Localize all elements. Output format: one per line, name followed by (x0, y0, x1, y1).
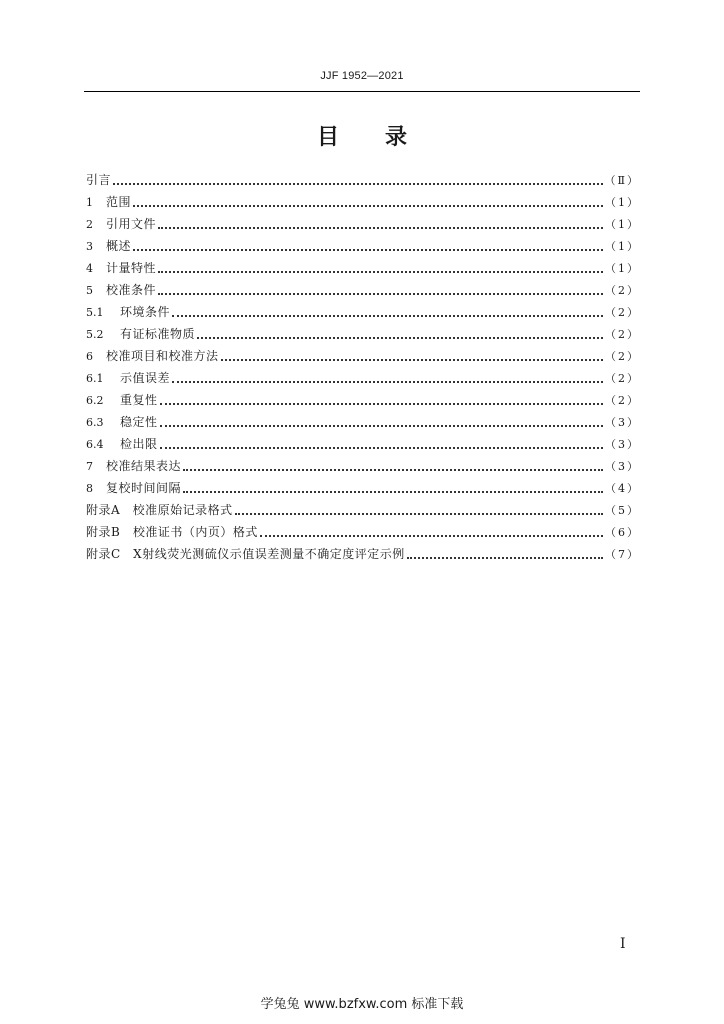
toc-entry-page: （2） (605, 284, 640, 297)
toc-entry-number: 6.1 (86, 372, 104, 385)
toc-dot-leader (260, 534, 603, 537)
toc-entry[interactable] (86, 543, 640, 565)
toc-entry[interactable] (86, 455, 640, 477)
toc-entry-number: 5 (86, 284, 93, 297)
toc-dot-leader (133, 248, 603, 251)
toc-entry[interactable] (86, 169, 640, 191)
toc-dot-leader (113, 182, 603, 185)
toc-entry-page: （2） (605, 306, 640, 319)
toc-entry-number: 6.2 (86, 394, 104, 407)
toc-entry-page: （1） (605, 196, 640, 209)
toc-dot-leader (158, 226, 603, 229)
page-title (84, 120, 640, 151)
toc-entry-number: 2 (86, 218, 93, 231)
toc-entry[interactable] (86, 235, 640, 257)
toc-entry[interactable] (86, 433, 640, 455)
toc-entry-label: 校准结果表达 (106, 459, 182, 473)
toc-entry[interactable] (86, 301, 640, 323)
toc-entry[interactable] (86, 279, 640, 301)
toc-entry-label: 稳定性 (120, 415, 158, 429)
toc-entry-number: 6.4 (86, 438, 104, 451)
toc-entry-label: 计量特性 (106, 261, 157, 275)
toc-dot-leader (158, 270, 603, 273)
toc-entry-label: 概述 (106, 239, 132, 253)
footer-watermark: 学兔兔 www.bzfxw.com 标准下载 (260, 997, 464, 1012)
page-number: I (620, 936, 626, 952)
toc-entry-number: 6.3 (86, 416, 104, 429)
toc-entry-page: （1） (605, 240, 640, 253)
toc-dot-leader (197, 336, 603, 339)
toc-entry-number: 7 (86, 460, 93, 473)
toc-entry[interactable] (86, 499, 640, 521)
toc-entry-label: 范围 (106, 195, 132, 209)
toc-dot-leader (133, 204, 603, 207)
toc-entry[interactable] (86, 477, 640, 499)
toc-entry-page: （2） (605, 328, 640, 341)
table-of-contents (86, 169, 640, 565)
toc-entry-number: 3 (86, 240, 93, 253)
toc-dot-leader (158, 292, 603, 295)
toc-entry-label: 示值误差 (120, 371, 171, 385)
toc-entry-label: 复校时间间隔 (106, 481, 182, 495)
toc-entry-label: 重复性 (120, 393, 158, 407)
toc-entry-label: 引用文件 (106, 217, 157, 231)
toc-entry-label: 环境条件 (120, 305, 171, 319)
toc-entry[interactable] (86, 521, 640, 543)
toc-entry-page: （1） (605, 218, 640, 231)
toc-entry-page: （6） (605, 526, 640, 539)
toc-entry-number: 8 (86, 482, 93, 495)
document-code-header: JJF 1952—2021 (320, 70, 404, 82)
toc-entry[interactable] (86, 213, 640, 235)
toc-entry-page: （3） (605, 460, 640, 473)
toc-entry-label: 校准条件 (106, 283, 157, 297)
toc-dot-leader (183, 490, 603, 493)
toc-entry-label: 附录B 校准证书（内页）格式 (86, 525, 258, 539)
toc-entry[interactable] (86, 257, 640, 279)
toc-entry[interactable] (86, 367, 640, 389)
toc-dot-leader (160, 446, 603, 449)
toc-entry-label: 校准项目和校准方法 (106, 349, 219, 363)
toc-entry[interactable] (86, 323, 640, 345)
toc-entry-page: （2） (605, 372, 640, 385)
toc-entry[interactable] (86, 191, 640, 213)
toc-entry-label: 附录A 校准原始记录格式 (86, 503, 233, 517)
toc-entry-number: 4 (86, 262, 93, 275)
toc-dot-leader (183, 468, 603, 471)
toc-dot-leader (221, 358, 603, 361)
toc-dot-leader (160, 402, 603, 405)
toc-entry-number: 5.1 (86, 306, 104, 319)
toc-dot-leader (407, 556, 603, 559)
toc-entry[interactable] (86, 345, 640, 367)
toc-entry-page: （2） (605, 350, 640, 363)
toc-entry-page: （5） (605, 504, 640, 517)
toc-entry-number: 5.2 (86, 328, 104, 341)
toc-dot-leader (172, 380, 603, 383)
toc-entry-page: （1） (605, 262, 640, 275)
toc-entry-label: 附录C X射线荧光测硫仪示值误差测量不确定度评定示例 (86, 547, 405, 561)
toc-entry-page: （3） (605, 416, 640, 429)
header-divider (84, 91, 640, 92)
toc-entry-page: （7） (605, 548, 640, 561)
toc-entry-page: （3） (605, 438, 640, 451)
toc-dot-leader (160, 424, 603, 427)
title-char-2: 录 (385, 125, 408, 150)
toc-entry[interactable] (86, 389, 640, 411)
toc-entry-label: 引言 (86, 173, 112, 187)
toc-dot-leader (235, 512, 603, 515)
toc-entry-label: 检出限 (120, 437, 158, 451)
toc-dot-leader (172, 314, 603, 317)
toc-entry[interactable] (86, 411, 640, 433)
toc-entry-number: 6 (86, 350, 93, 363)
toc-entry-label: 有证标准物质 (120, 327, 196, 341)
toc-entry-page: （2） (605, 394, 640, 407)
toc-entry-number: 1 (86, 196, 93, 209)
toc-entry-page: （Ⅱ） (604, 174, 640, 187)
toc-entry-page: （4） (605, 482, 640, 495)
title-char-1: 目 (316, 125, 339, 150)
